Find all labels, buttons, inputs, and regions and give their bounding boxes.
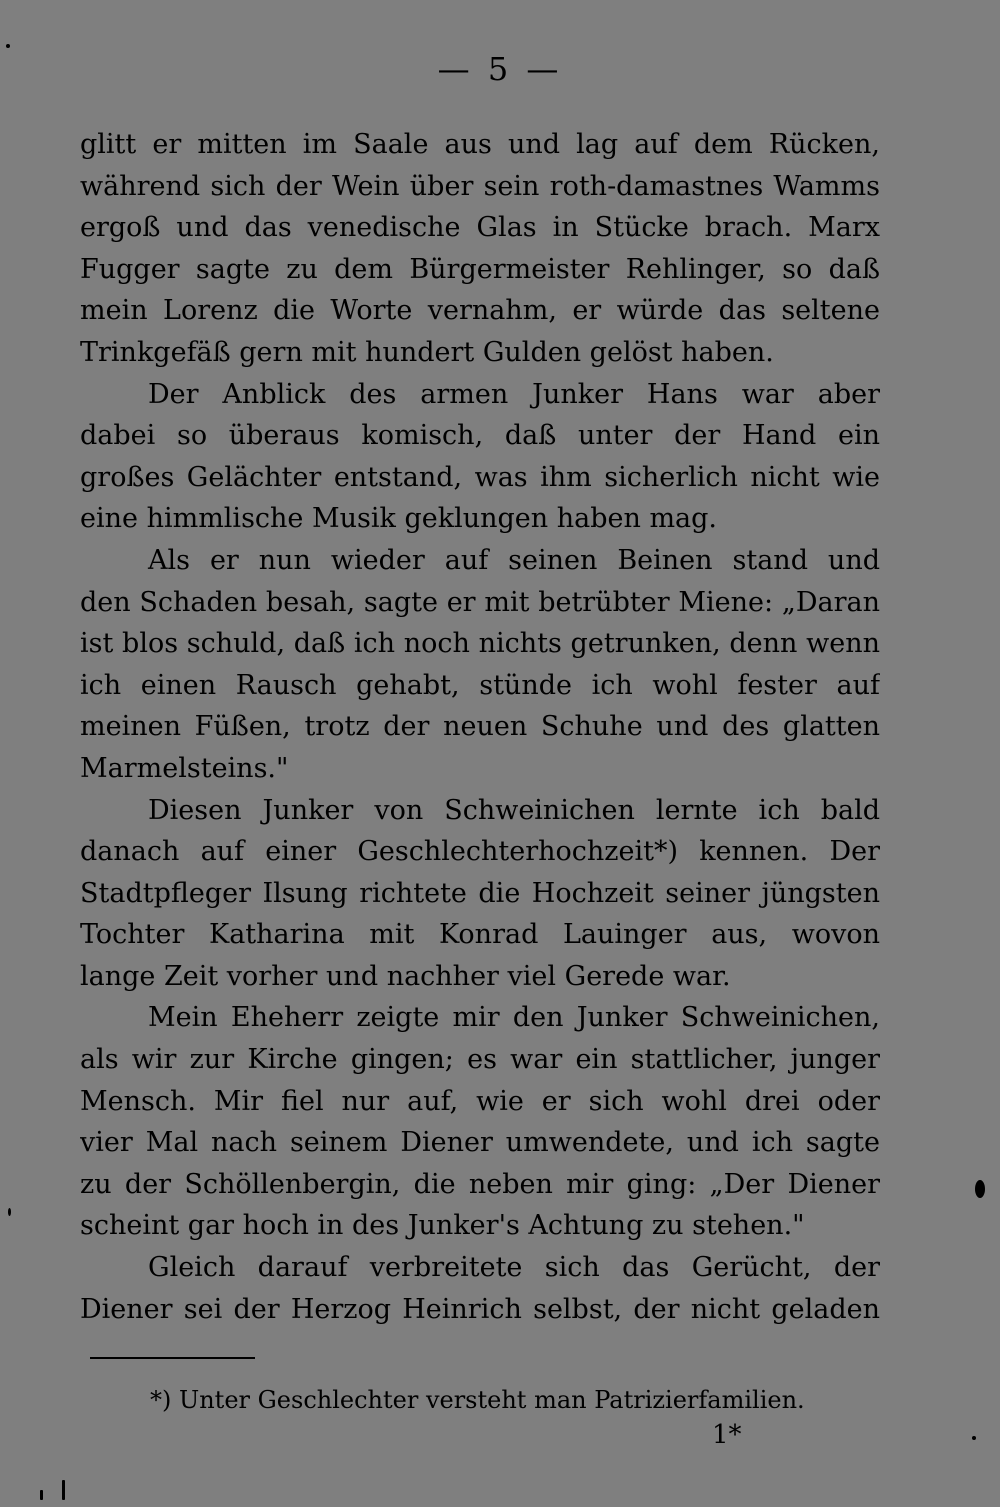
text-line: Tochter Katharina mit Konrad Lauinger aus, wovon [80, 919, 880, 951]
text-line: Marmelsteins." [80, 752, 289, 784]
text-line: ich einen Rausch gehabt, stünde ich wohl fester auf [80, 669, 880, 701]
text-line: scheint gar hoch in des Junker's Achtung zu stehen." [80, 1210, 805, 1242]
scan-speck [975, 1180, 985, 1198]
body-text [80, 124, 880, 1330]
signature-mark: 1* [712, 1420, 742, 1450]
text-line: Als er nun wieder auf seinen Beinen stand und [148, 544, 880, 576]
text-line: glitt er mitten im Saale aus und lag auf dem Rücken, [80, 129, 880, 160]
text-line: Trinkgefäß gern mit hundert Gulden gelöst haben. [80, 336, 774, 368]
text-line: meinen Füßen, trotz der neuen Schuhe und des glatten [80, 711, 880, 743]
text-line: Mein Eheherr zeigte mir den Junker Schweinichen, [148, 1002, 880, 1034]
text-line: den Schaden besah, sagte er mit betrübter Miene: „Daran [80, 586, 880, 618]
scan-speck [40, 1490, 43, 1500]
text-line: zu der Schöllenbergin, die neben mir ging: „Der Diener [80, 1168, 880, 1200]
text-line: Mensch. Mir fiel nur auf, wie er sich wohl drei oder [80, 1085, 880, 1117]
page-number: — 5 — [437, 50, 563, 88]
footnote: *) Unter Geschlechter versteht man Patrizierfamilien. [150, 1386, 805, 1414]
text-line: danach auf einer Geschlechterhochzeit*) kennen. Der [80, 836, 880, 868]
text-line: als wir zur Kirche gingen; es war ein stattlicher, junger [80, 1044, 880, 1076]
scan-speck [62, 1480, 65, 1500]
text-line: vier Mal nach seinem Diener umwendete, und ich sagte [80, 1127, 880, 1159]
scan-speck [8, 1208, 11, 1216]
text-line: eine himmlische Musik geklungen haben mag. [80, 503, 718, 535]
text-line: ist blos schuld, daß ich noch nichts getrunken, denn wenn [80, 628, 880, 660]
text-line: mein Lorenz die Worte vernahm, er würde das seltene [80, 295, 880, 327]
text-line: Diener sei der Herzog Heinrich selbst, der nicht geladen [80, 1293, 880, 1325]
text-line: Fugger sagte zu dem Bürgermeister Rehlinger, so daß [80, 253, 880, 285]
text-line: Stadtpfleger Ilsung richtete die Hochzeit seiner jüngsten [80, 877, 880, 909]
text-line: Diesen Junker von Schweinichen lernte ich bald [148, 794, 880, 826]
text-line: ergoß und das venedische Glas in Stücke brach. Marx [80, 212, 880, 244]
scan-speck [972, 1436, 976, 1440]
text-line: lange Zeit vorher und nachher viel Gerede war. [80, 960, 731, 992]
text-line: dabei so überaus komisch, daß unter der Hand ein [80, 420, 880, 452]
scan-speck [6, 44, 10, 48]
footnote-rule [90, 1357, 255, 1359]
text-line: während sich der Wein über sein roth-damastnes Wamms [80, 170, 880, 202]
text-line: Der Anblick des armen Junker Hans war aber [148, 378, 880, 410]
text-line: großes Gelächter entstand, was ihm sicherlich nicht wie [80, 461, 880, 493]
text-line: Gleich darauf verbreitete sich das Gerücht, der [148, 1252, 880, 1284]
